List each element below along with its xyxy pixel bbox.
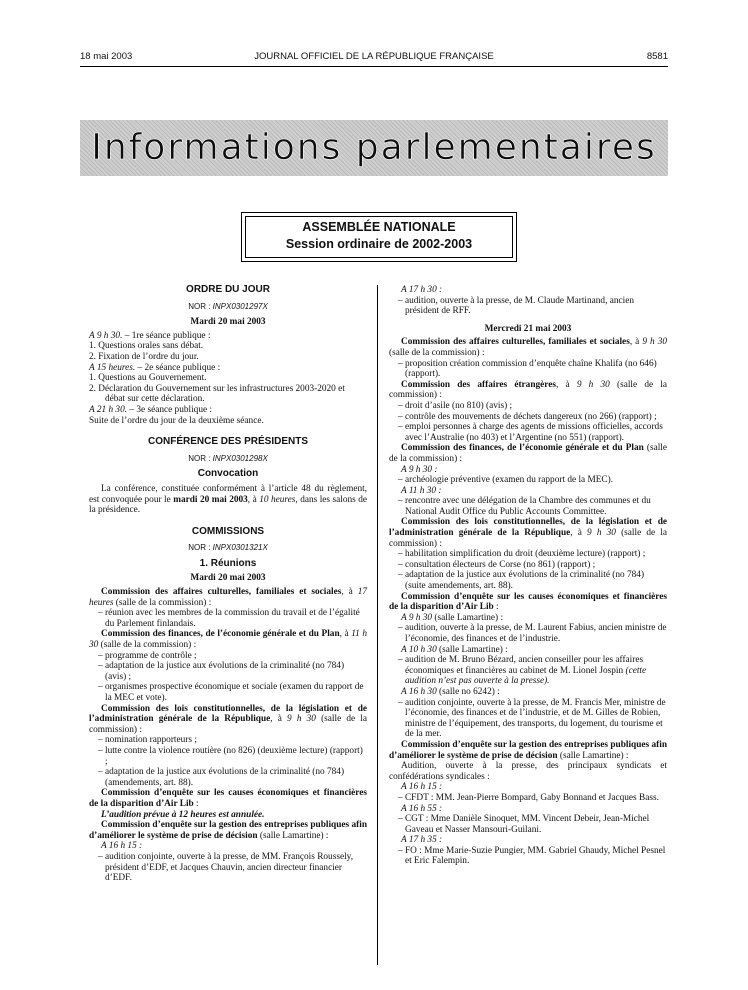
nor-reference: NOR : INPX0301297X [188, 301, 268, 311]
agenda-item: – audition, ouverte à la presse, de M. Claude Martinand, ancien président de RFF. [398, 295, 634, 317]
agenda-item: – archéologie préventive (examen du rapport de la MEC). [398, 475, 614, 486]
agenda-item: – audition de M. Bruno Bézard, ancien conseiller pour les affaires économiques et financières au cabinet de M. Lionel Jospin (cette audition n’est pas ouverte à la presse). [398, 655, 647, 687]
agenda-item: – programme de contrôle ; [98, 650, 197, 661]
agenda-item: – consultation électeurs de Corse (no 861) (rapport) ; [398, 559, 596, 570]
convocation-heading: Convocation [197, 468, 259, 480]
agenda-item: – emploi personnes à charge des agents de missions officielles, accords avec l’Australie (no 403) et l’Argentine (no 551) (rapport). [398, 422, 663, 443]
right-column [389, 285, 667, 867]
session-time: A 17 h 30 : [401, 285, 443, 295]
agenda-item: – audition, ouverte à la presse, de M. Laurent Fabius, ancien ministre de l’économie, des finances et de l’industrie. [398, 623, 667, 644]
agenda-item: – contrôle des mouvements de déchets dangereux (no 266) (rapport) ; [398, 411, 657, 422]
column-separator [377, 285, 378, 965]
seance-3: A 21 h 30. – 3e séance publique : [89, 404, 212, 415]
agenda-item: – réunion avec les membres de la commission du travail et de l’égalité du Parlement finlandais. [98, 608, 360, 629]
commission-entry: Commission des lois constitutionnelles, de la législation et de l’administration générale de la République, à 9 h 30 (salle de la commission) : [389, 517, 667, 549]
commission-entry: Commission des finances, de l’économie générale et du Plan (salle de la commission) : [389, 443, 667, 464]
commission-entry: Commission des affaires culturelles, familiales et sociales, à 17 heures (salle de la commission) : [89, 587, 367, 608]
agenda-item: – nomination rapporteurs ; [98, 735, 197, 746]
assembly-box-inner [245, 216, 513, 258]
section-banner [80, 120, 668, 176]
agenda-item: – adaptation de la justice aux évolutions de la criminalité (no 784) (amendements, art. 88). [98, 767, 345, 788]
commission-entry: Commission d’enquête sur la gestion des entreprises publiques afin d’améliorer le système de prise de décision (salle Lamartine) : [89, 820, 367, 841]
nor-reference: NOR : INPX0301298X [188, 453, 268, 463]
seance-1: A 9 h 30. – 1re séance publique : [89, 330, 211, 341]
header-date: 18 mai 2003 [80, 51, 133, 62]
commission-entry: Commission d’enquête sur les causes économiques et financières de la disparition d’Air Lib : [389, 591, 667, 613]
nor-reference: NOR : INPX0301321X [188, 543, 268, 553]
agenda-item: – CFDT : MM. Jean-Pierre Bompard, Gaby Bonnand et Jacques Bass. [398, 792, 659, 803]
commission-entry: Commission d’enquête sur la gestion des entreprises publiques afin d’améliorer le système de prise de décision (salle Lamartine) : [389, 739, 667, 761]
ordre-item: 1. Questions au Gouvernement. [89, 373, 207, 384]
session-time: A 9 h 30 : [401, 464, 438, 475]
agenda-item: – droit d’asile (no 810) (avis) ; [398, 400, 513, 411]
session-time: A 16 h 15 : [101, 841, 143, 852]
commission-entry: Commission d’enquête sur les causes économiques et financières de la disparition d’Air Lib : [89, 788, 367, 809]
session-time: A 10 h 30 (salle Lamartine) : [401, 644, 508, 655]
reunions-date: Mardi 20 mai 2003 [190, 573, 266, 584]
convocation-text: La conférence, constituée conformément à l’article 48 du règlement, est convoquée pour le mardi 20 mai 2003, à 10 heures, dans les salons de la présidence. [89, 483, 367, 516]
agenda-item: – audition conjointe, ouverte à la presse, de M. Francis Mer, ministre de l’économie, des finances et de l’industrie, et de M. Gilles de Robien, ministre de l’équipement, des transports, du logement, du tourisme et de la mer. [398, 697, 666, 740]
header-rule [80, 66, 668, 67]
session-time: A 16 h 55 : [401, 803, 443, 814]
agenda-item: – proposition création commission d’enquête chaîne Khalifa (no 646) (rapport). [398, 358, 657, 380]
ordre-suite: Suite de l’ordre du jour de la deuxième séance. [89, 415, 264, 426]
commissions-heading: COMMISSIONS [191, 525, 265, 537]
header-journal-title: JOURNAL OFFICIEL DE LA RÉPUBLIQUE FRANÇAISE [254, 51, 494, 62]
seance-2: A 15 heures. – 2e séance publique : [89, 362, 221, 373]
session-time: A 17 h 35 : [401, 835, 443, 846]
session-time: A 16 h 30 (salle no 6242) : [401, 686, 500, 697]
commission-entry: Commission des lois constitutionnelles, de la législation et de l’administration générale de la République, à 9 h 30 (salle de la commission) : [89, 703, 367, 735]
ordre-item: 2. Déclaration du Gouvernement sur les infrastructures 2003-2020 et débat sur cette déclaration. [89, 383, 345, 405]
commission-entry: Commission des finances, de l’économie générale et du Plan, à 11 h 30 (salle de la commission) : [89, 629, 367, 651]
agenda-item: – rencontre avec une délégation de la Chambre des communes et du National Audit Office du Public Accounts Committee. [398, 496, 651, 517]
left-column [89, 285, 367, 884]
assembly-title: ASSEMBLÉE NATIONALE [302, 220, 456, 234]
ordre-du-jour-heading: ORDRE DU JOUR [186, 284, 270, 295]
session-time: A 16 h 15 : [401, 782, 443, 793]
commission-entry: Commission des affaires culturelles, familiales et sociales, à 9 h 30 (salle de la commission) : [389, 337, 667, 358]
commission-note: L’audition prévue à 12 heures est annulée. [101, 809, 265, 820]
ordre-item: 2. Fixation de l’ordre du jour. [89, 351, 199, 362]
conference-heading: CONFÉRENCE DES PRÉSIDENTS [147, 436, 309, 448]
hearing-intro: Audition, ouverte à la presse, des principaux syndicats et confédérations syndicales : [389, 761, 667, 782]
agenda-item: – CGT : Mme Danièle Sinoquet, MM. Vincent Debeir, Jean-Michel Gaveau et Nasser Mansouri-Guilani. [398, 814, 650, 835]
agenda-item: – lutte contre la violence routière (no 826) (deuxième lecture) (rapport) ; [98, 745, 363, 767]
reunions-heading: 1. Réunions [199, 557, 257, 569]
wednesday-date: Mercredi 21 mai 2003 [484, 323, 572, 334]
agenda-item: – organismes prospective économique et sociale (examen du rapport de la MEC et vote). [98, 682, 364, 703]
page-header [80, 51, 668, 65]
session-time: A 9 h 30 (salle Lamartine) : [401, 612, 504, 623]
header-page-number: 8581 [646, 51, 668, 62]
banner-title: Informations parlementaires [91, 127, 657, 168]
assembly-box [241, 212, 517, 262]
agenda-item: – audition conjointe, ouverte à la presse, de MM. François Roussely, président d’EDF, et Jacques Chauvin, ancien directeur financier d’EDF. [98, 851, 354, 884]
ordre-date: Mardi 20 mai 2003 [190, 317, 266, 328]
agenda-item: – habilitation simplification du droit (deuxième lecture) (rapport) ; [398, 549, 646, 560]
assembly-session: Session ordinaire de 2002-2003 [285, 237, 473, 251]
session-time: A 11 h 30 : [401, 485, 442, 496]
agenda-item: – FO : Mme Marie-Suzie Pungier, MM. Gabriel Ghaudy, Michel Pesnel et Eric Falempin. [398, 845, 666, 867]
agenda-item: – adaptation de la justice aux évolutions de la criminalité (no 784) (avis) ; [98, 661, 345, 682]
ordre-item: 1. Questions orales sans débat. [89, 341, 204, 352]
agenda-item: – adaptation de la justice aux évolutions de la criminalité (no 784) (suite amendements, art. 88). [398, 570, 645, 592]
commission-entry: Commission des affaires étrangères, à 9 h 30 (salle de la commission) : [389, 379, 667, 401]
